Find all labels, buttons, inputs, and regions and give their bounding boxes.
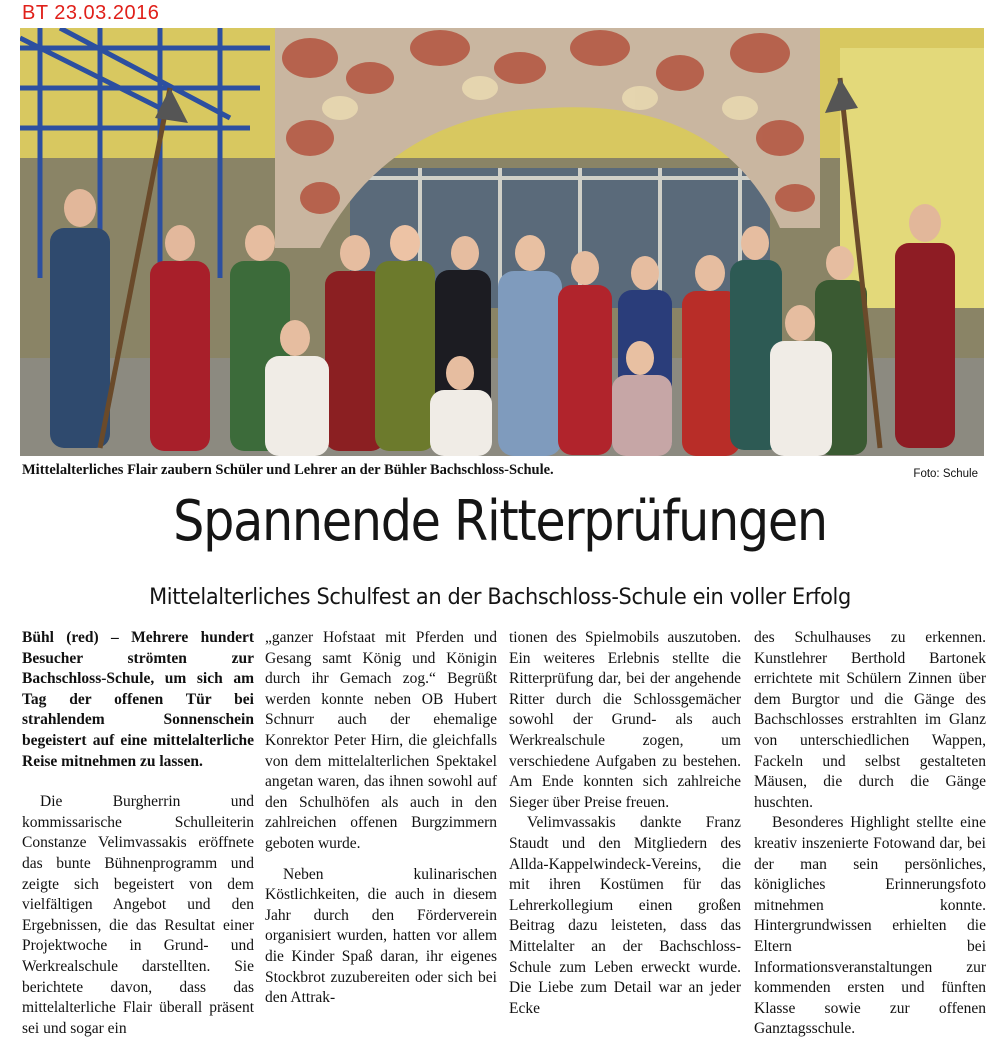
article-lead: Bühl (red) – Mehrere hundert Besucher strömten zur Bachschloss-Schule, um sich am Tag der offenen Tür bei strahlendem Sonnenschein begeistert auf eine mittelalterliche Reise mitnehmen zu lassen. [22,629,254,770]
article-headline: Spannende Ritterprüfungen [173,489,827,554]
article-paragraph: tionen des Spielmobils auszutoben. Ein weiteres Erlebnis stellte die Ritterprüfung dar, bei der angehende Ritter durch die Schlossgemächer sowohl der Grund- als auch Werkrealschule zogen, um verschiedene Aufgaben zu bestehen. Am Ende konnten sich zahlreiche Sieger über Preise freuen. [509,629,741,811]
article-paragraph: Velimvassakis dankte Franz Staudt und den Mitgliedern des Allda-Kappelwindeck-Vereins, die mit ihren Kostümen für das Lehrerkollegium einen großen Beitrag dazu leisteten, dass das Mittelalter an der Bachschloss-Schule zum Leben erweckt wurde. Die Liebe zum Detail war an jeder Ecke [509,814,741,1017]
article-column-2 [265,628,497,1009]
group-photo [20,28,984,456]
photo-credit: Foto: Schule [913,468,978,480]
article-paragraph: Besonderes Highlight stellte eine kreativ inszenierte Fotowand dar, bei der man sein persönliches, königliches Erinnerungsfoto mitnehmen konnte. Hintergrundwissen erhielten die Eltern bei Informationsveranstaltungen zur kommenden ersten und fünften Klasse sowie zur offenen Ganztagsschule. [754,814,986,1038]
article-column-1 [22,628,254,1039]
date-stamp: BT 23.03.2016 [22,2,160,24]
article-column-3 [509,628,741,1019]
article-column-4 [754,628,986,1040]
article-subheadline: Mittelalterliches Schulfest an der Bachschloss-Schule ein voller Erfolg [149,584,851,610]
photo-caption: Mittelalterliches Flair zaubern Schüler und Lehrer an der Bühler Bachschloss-Schule. [22,462,554,478]
article-paragraph: „ganzer Hofstaat mit Pferden und Gesang samt König und Königin durch ihr Gemach zog.“ Begrüßt werden konnte neben OB Hubert Schnurr auch der ehemalige Konrektor Peter Hirn, die gleichfalls von dem mittelalterlichen Spektakel angetan waren, das ihnen sowohl auf den Schulhöfen als auch in den zahlreichen offenen Burgzimmern geboten wurde. [265,629,497,852]
article-paragraph: Die Burgherrin und kommissarische Schulleiterin Constanze Velimvassakis eröffnete das bunte Bühnenprogramm und zeigte sich begeistert von dem vielfältigen Angebot und den Ergebnissen, die das Resultat einer Projektwoche in Grund- und Werkrealschule darstellten. Sie berichtete davon, dass das mittelalterliche Flair überall präsent sei und sogar ein [22,793,254,1037]
article-paragraph: des Schulhauses zu erkennen. Kunstlehrer Berthold Bartonek errichtete mit Schülern Zinnen über dem Burgtor und die Gänge des Bachschlosses erstrahlten im Glanz von unterschiedlichen Wappen, Fackeln und selbst gestalteten Mäusen, die durch die Gänge huschten. [754,629,986,811]
article-paragraph: Neben kulinarischen Köstlichkeiten, die auch in diesem Jahr durch den Förderverein organisiert wurden, hatten vor allem die Kinder Spaß daran, ihr eigenes Stockbrot zuzubereiten oder sich bei den Attrak- [265,865,497,1007]
article-body [22,628,987,1038]
